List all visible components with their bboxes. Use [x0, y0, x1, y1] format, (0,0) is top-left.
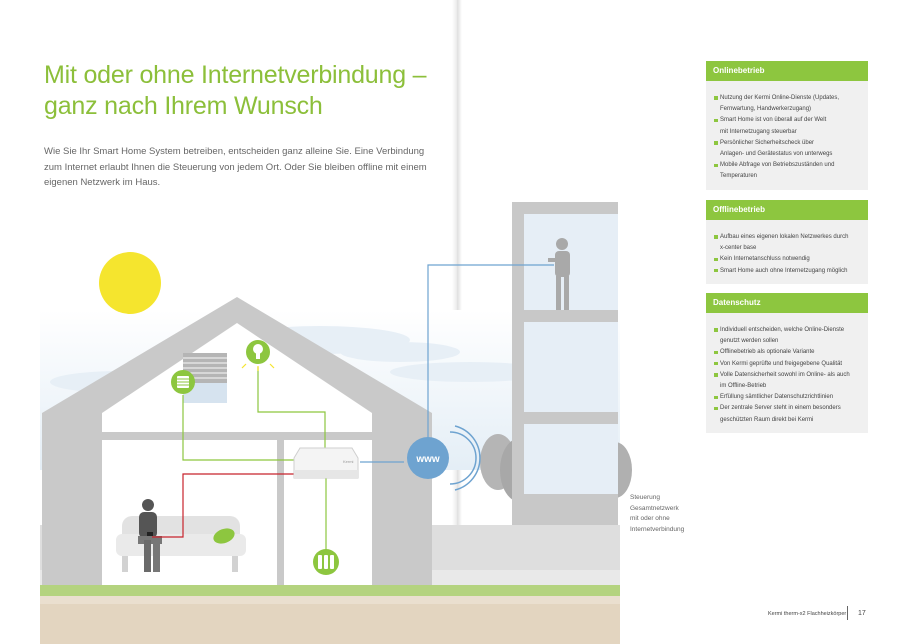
caption-line-4: Internetverbindung [630, 525, 685, 533]
list-item: Volle Datensicherheit sowohl im Online- als auch [714, 370, 860, 381]
smart-home-illustration [0, 190, 640, 644]
list-item-continuation: x-center base [720, 245, 757, 252]
list-item: Smart Home ist von überall auf der Welt [714, 115, 860, 126]
offlinebetrieb-list [706, 220, 868, 284]
lawn [40, 585, 620, 596]
panel-onlinebetrieb [706, 61, 868, 190]
panel-title-offlinebetrieb: Offlinebetrieb [706, 200, 868, 220]
list-item-continuation: Anlagen- und Gerätestatus von unterwegs [720, 151, 833, 158]
headline-line-2: ganz nach Ihrem Wunsch [44, 92, 323, 120]
panel-offlinebetrieb [706, 200, 868, 284]
datenschutz-list [706, 313, 868, 433]
sun-icon [99, 252, 161, 314]
panel-title-datenschutz: Datenschutz [706, 293, 868, 313]
list-item-continuation: geschützten Raum direkt bei Kermi [720, 416, 814, 423]
blind-icon [171, 370, 195, 394]
list-item: Kein Internetanschluss notwendig [714, 254, 860, 265]
control-unit [294, 448, 358, 478]
list-item: Aufbau eines eigenen lokalen Netzwerkes durch [714, 232, 860, 243]
list-item-continuation: Fernwartung, Handwerkerzugang) [720, 106, 812, 113]
list-item: Von Kermi geprüfte und freigegebene Qualität [714, 359, 860, 370]
radiator-icon [313, 549, 339, 575]
intro-line-2: zum Internet erlaubt Ihnen die Steuerung von jedem Ort. Oder Sie bleiben offline mit einem [44, 161, 427, 173]
office-building [512, 202, 618, 562]
intro-paragraph [44, 144, 444, 191]
list-item: Mobile Abfrage von Betriebszuständen und [714, 160, 860, 171]
caption-line-1: Steuerung [630, 494, 660, 501]
list-item: Nutzung der Kermi Online-Dienste (Updates, [714, 93, 860, 104]
list-item-continuation: mit Internetzugang steuerbar [720, 128, 797, 135]
intro-line-3: eigenen Netzwerk im Haus. [44, 177, 161, 188]
list-item: Der zentrale Server steht in einem besonders [714, 403, 860, 414]
list-item-continuation: Temperaturen [720, 173, 758, 180]
list-item: Erfüllung sämtlicher Datenschutzrichtlinien [714, 392, 860, 403]
caption-line-2: Gesamtnetzwerk [630, 504, 679, 512]
footer-text: Kermi therm-x2 Flachheizkörper [768, 611, 847, 617]
page-number: 17 [858, 610, 866, 617]
panel-datenschutz [706, 293, 868, 433]
list-item-continuation: genutzt werden sollen [720, 338, 779, 345]
panel-title-onlinebetrieb: Onlinebetrieb [706, 61, 868, 81]
intro-line-1: Wie Sie Ihr Smart Home System betreiben, entscheiden ganz alleine Sie. Eine Verbindung [44, 146, 425, 157]
headline-line-1: Mit oder ohne Internetverbindung – [44, 61, 427, 89]
list-item: Individuell entscheiden, welche Online-Dienste [714, 325, 860, 336]
www-label: www [416, 454, 440, 465]
list-item: Persönlicher Sicherheitscheck über [714, 138, 860, 149]
device-brand-label: Kermi [343, 459, 354, 464]
caption-line-3: mit oder ohne [630, 515, 670, 522]
list-item: Smart Home auch ohne Internetzugang möglich [714, 266, 860, 277]
footer-divider [847, 606, 848, 620]
onlinebetrieb-list [706, 81, 868, 190]
page-headline [44, 60, 444, 122]
list-item-continuation: im Offline-Betrieb [720, 383, 767, 390]
list-item: Offlinebetrieb als optionale Variante [714, 347, 860, 358]
illustration-caption [630, 493, 710, 535]
